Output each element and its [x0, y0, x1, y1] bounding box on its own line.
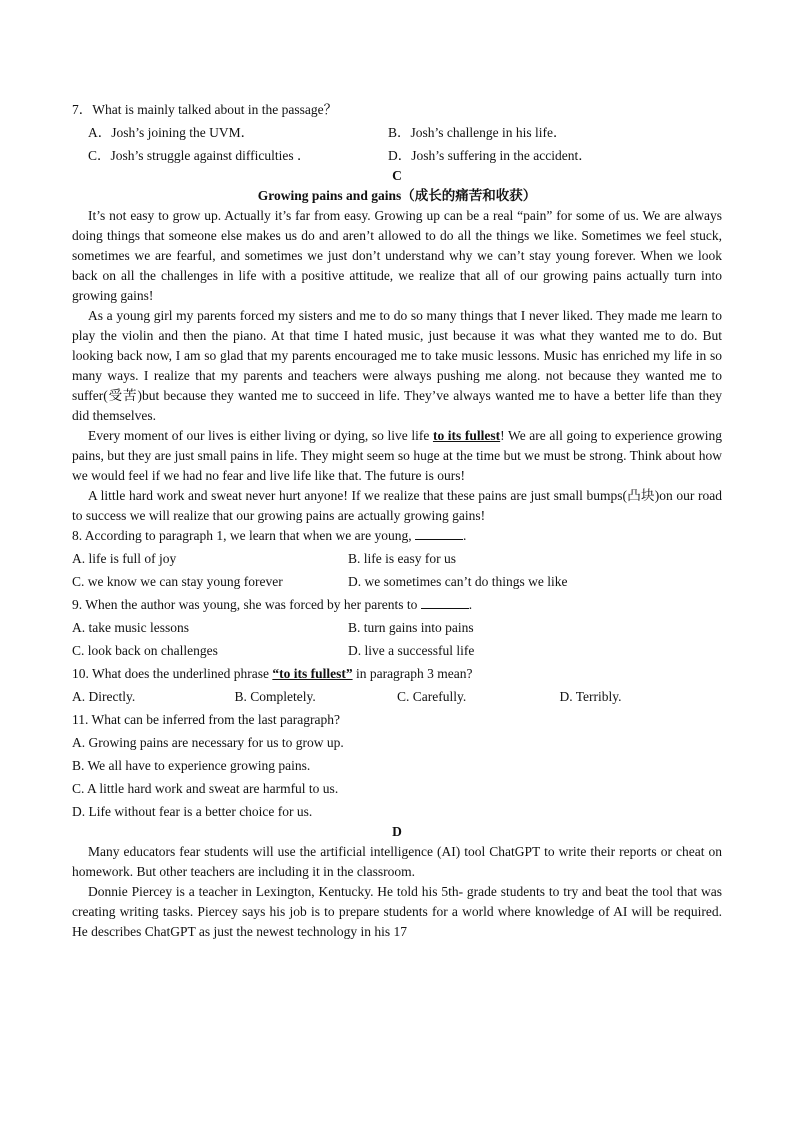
q10-stem-pre: 10. What does the underlined phrase — [72, 666, 273, 681]
q9-option-b: B. turn gains into pains — [348, 620, 474, 635]
q8-stem: 8. According to paragraph 1, we learn that when we are young, — [72, 528, 412, 543]
q10-stem-line — [72, 664, 722, 684]
p3-text-after: ! We are all going to experience growing pains, but they are just small pains in life. They might seem so huge at the time but we must be strong. Think about how we would feel if we had no fear and live life like that. The future is ours! — [72, 428, 722, 483]
q8-options-row2 — [72, 572, 722, 592]
q10-options — [72, 687, 722, 707]
section-c-paragraph-1: It’s not easy to grow up. Actually it’s far from easy. Growing up can be a real “pain” for some of us. We are always doing things that someone else makes us do and aren’t allowed to do all the things we like. Sometimes we feel stuck, sometimes we are fearful, and sometimes we just don’t understand why we can’t stay young forever. When we look back on all the challenges in life with a positive attitude, we realize that all of our growing pains actually turn into growing gains! — [72, 208, 722, 303]
q8-option-d: D. we sometimes can’t do things we like — [348, 574, 568, 589]
q9-option-c: C. look back on challenges — [72, 643, 218, 658]
q9-stem-end: . — [468, 597, 473, 612]
q11-option-b: B. We all have to experience growing pains. — [72, 758, 311, 773]
q8-option-b: B. life is easy for us — [348, 551, 456, 566]
q7-options-row1 — [72, 123, 722, 143]
section-c-letter: C — [392, 168, 402, 183]
q7-option-c: C．Josh’s struggle against difficulties ． — [88, 148, 311, 163]
q10-stem-post: in paragraph 3 mean? — [352, 666, 473, 681]
q8-stem-end: . — [463, 528, 467, 543]
underlined-phrase: to its fullest — [432, 428, 501, 443]
section-c-paragraph-3 — [72, 426, 722, 486]
q10-option-c: C. Carefully. — [397, 689, 467, 704]
q10-option-a: A. Directly. — [72, 689, 136, 704]
q7-option-d: D．Josh’s suffering in the accident． — [388, 148, 592, 163]
p3-text-before: Every moment of our lives is either living or dying, so live life — [88, 428, 433, 443]
q9-answer-blank — [421, 596, 469, 609]
q7-options-row2 — [72, 146, 722, 166]
section-c-paragraph-4: A little hard work and sweat never hurt anyone! If we realize that these pains are just small bumps(凸块)on our road to success we will realize that our growing pains are actually growing gains! — [72, 488, 722, 523]
q11-option-a: A. Growing pains are necessary for us to grow up. — [72, 735, 344, 750]
q9-option-d: D. live a successful life — [348, 643, 475, 658]
q11-stem: 11. What can be inferred from the last paragraph? — [72, 712, 341, 727]
section-d-paragraph-1: Many educators fear students will use the artificial intelligence (AI) tool ChatGPT to write their reports or cheat on homework. But other teachers are including it in the classroom. — [72, 844, 722, 879]
q8-answer-blank — [415, 527, 463, 540]
q7-stem: 7．What is mainly talked about in the passage？ — [72, 102, 338, 117]
section-c-paragraph-2: As a young girl my parents forced my sisters and me to do so many things that I never liked. They made me learn to play the violin and then the piano. At that time I hated music, just because it was what they wanted me to do. But looking back now, I am so glad that my parents encouraged me to take music lessons. Music has enriched my life in so many ways. I realize that my parents and teachers were always pushing me along. not because they wanted me to suffer(受苦)but because they wanted me to succeed in life. They’ve always wanted me to have a better life than they did themselves. — [72, 308, 722, 423]
q9-stem-line — [72, 595, 722, 615]
q9-options-row2 — [72, 641, 722, 661]
q9-stem: 9. When the author was young, she was forced by her parents to — [72, 597, 418, 612]
q7-option-a: A．Josh’s joining the UVM． — [88, 125, 255, 140]
q7-option-b: B．Josh’s challenge in his life． — [388, 125, 567, 140]
q8-option-c: C. we know we can stay young forever — [72, 574, 283, 589]
q11-option-d: D. Life without fear is a better choice for us. — [72, 804, 313, 819]
q10-option-b: B. Completely. — [234, 689, 316, 704]
section-c-title: Growing pains and gains（成长的痛苦和收获） — [257, 188, 537, 203]
section-d-letter: D — [392, 824, 402, 839]
q8-option-a: A. life is full of joy — [72, 551, 177, 566]
q8-stem-line — [72, 526, 722, 546]
q8-options-row1 — [72, 549, 722, 569]
section-d-paragraph-2: Donnie Piercey is a teacher in Lexington, Kentucky. He told his 5th- grade students to try and beat the tool that was creating writing tasks. Piercey says his job is to prepare students for a world where knowledge of AI will be required. He describes ChatGPT as just the newest technology in his 17 — [72, 884, 722, 939]
q11-option-c: C. A little hard work and sweat are harmful to us. — [72, 781, 339, 796]
q9-options-row1 — [72, 618, 722, 638]
q10-option-d: D. Terribly. — [559, 689, 622, 704]
page-content — [72, 100, 722, 942]
q9-option-a: A. take music lessons — [72, 620, 189, 635]
q10-phrase: “to its fullest” — [272, 666, 353, 681]
